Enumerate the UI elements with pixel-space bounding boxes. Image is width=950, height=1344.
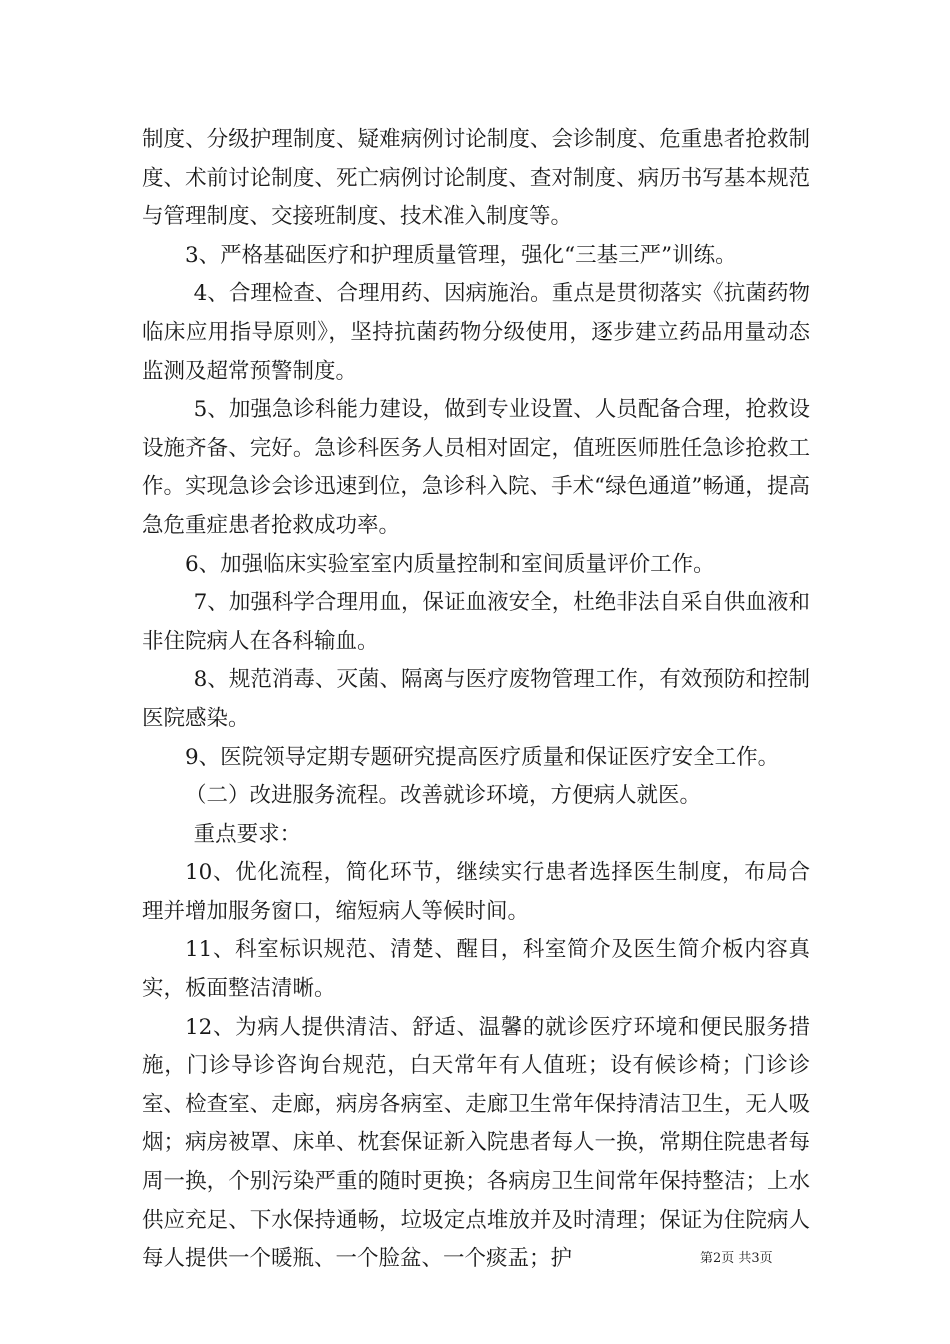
page-number-footer: 第2页 共3页 [700, 1251, 773, 1266]
paragraph-item-8: 8、规范消毒、灭菌、隔离与医疗废物管理工作，有效预防和控制医院感染。 [142, 667, 810, 731]
document-body [142, 121, 810, 1279]
paragraph-item-6: 6、加强临床实验室室内质量控制和室间质量评价工作。 [185, 551, 715, 577]
paragraph-item-11: 11、科室标识规范、清楚、醒目，科室简介及医生简介板内容真实，板面整洁清晰。 [142, 937, 810, 1002]
paragraph-item-10: 10、优化流程，简化环节，继续实行患者选择医生制度，布局合理并增加服务窗口，缩短病人等候时间。 [142, 860, 810, 924]
paragraph-item-3: 3、严格基础医疗和护理质量管理，强化“三基三严”训练。 [185, 242, 737, 268]
section-heading-2: （二）改进服务流程。改善就诊环境，方便病人就医。 [185, 783, 702, 809]
paragraph-continuation: 制度、分级护理制度、疑难病例讨论制度、会诊制度、危重患者抢救制度、术前讨论制度、死亡病例讨论制度、查对制度、病历书写基本规范与管理制度、交接班制度、技术准入制度等。 [142, 127, 810, 230]
paragraph-item-4: 4、合理检查、合理用药、因病施治。重点是贯彻落实《抗菌药物临床应用指导原则》，坚持抗菌药物分级使用，逐步建立药品用量动态监测及超常预警制度。 [142, 281, 810, 384]
paragraph-item-7: 7、加强科学合理用血，保证血液安全，杜绝非法自采自供血液和非住院病人在各科输血。 [142, 590, 810, 654]
key-requirements-label: 重点要求： [193, 821, 302, 847]
paragraph-item-9: 9、医院领导定期专题研究提高医疗质量和保证医疗安全工作。 [185, 744, 780, 770]
paragraph-item-5: 5、加强急诊科能力建设，做到专业设置、人员配备合理，抢救设设施齐备、完好。急诊科医务人员相对固定，值班医师胜任急诊抢救工作。实现急诊会诊迅速到位，急诊科入院、手术“绿色通道”畅通，提高急危重症患者抢救成功率。 [142, 397, 810, 538]
paragraph-item-12: 12、为病人提供清洁、舒适、温馨的就诊医疗环境和便民服务措施，门诊导诊咨询台规范，白天常年有人值班；设有候诊椅；门诊诊室、检查室、走廊，病房各病室、走廊卫生常年保持清洁卫生，无人吸烟；病房被罩、床单、枕套保证新入院患者每人一换，常期住院患者每周一换，个别污染严重的随时更换；各病房卫生间常年保持整洁；上水供应充足、下水保持通畅，垃圾定点堆放并及时清理；保证为住院病人每人提供一个暖瓶、一个脸盆、一个痰盂；护 [142, 1014, 810, 1272]
